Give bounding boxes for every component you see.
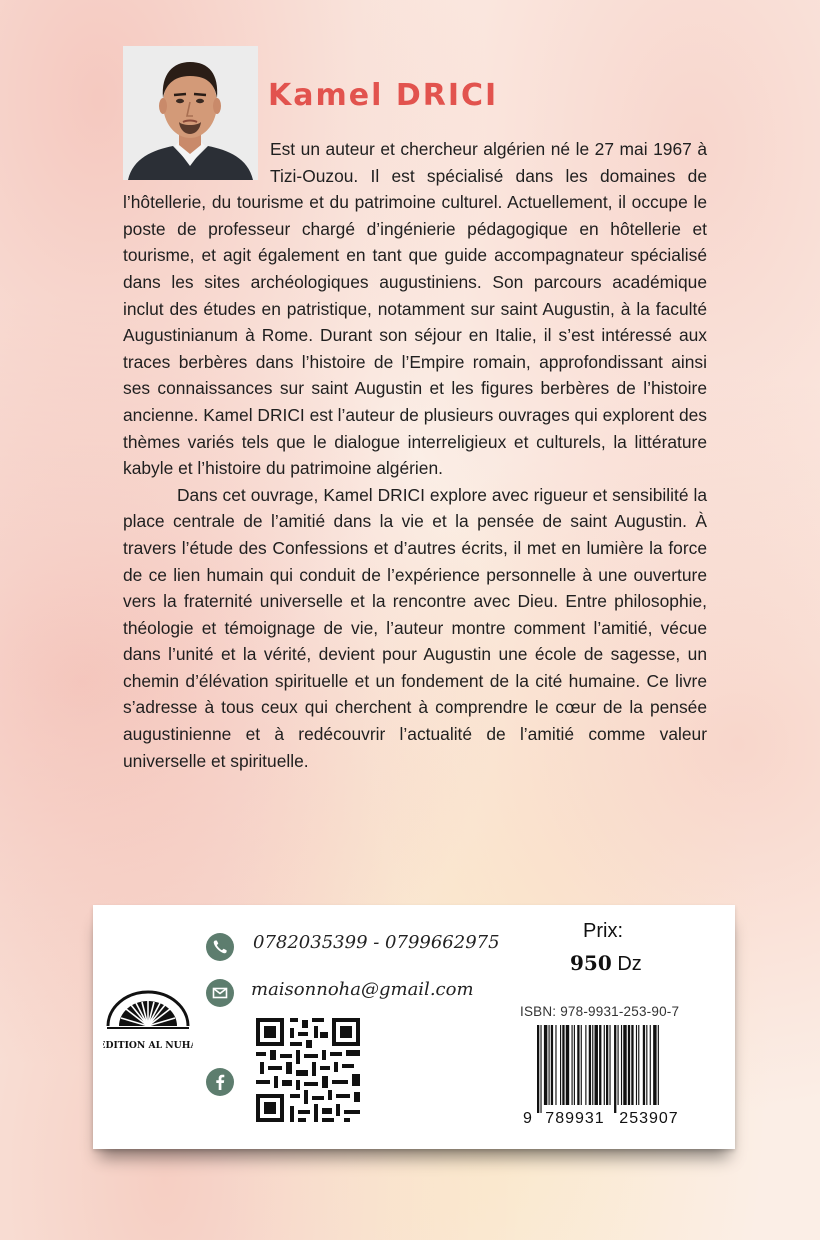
publisher-logo bbox=[103, 990, 193, 1065]
barcode-bar bbox=[628, 1025, 630, 1105]
publisher-logo-text: EDITION AL NUHA bbox=[103, 1040, 193, 1051]
barcode-bar bbox=[585, 1025, 586, 1105]
barcode-bar bbox=[631, 1025, 633, 1105]
barcode-bar bbox=[643, 1025, 645, 1105]
barcode-bar bbox=[566, 1025, 569, 1105]
barcode-bar bbox=[555, 1025, 556, 1105]
barcode-bar bbox=[544, 1025, 547, 1105]
isbn-barcode bbox=[523, 1025, 703, 1130]
barcode-bar bbox=[646, 1025, 647, 1105]
price-currency: Dz bbox=[617, 953, 642, 975]
barcode-bar bbox=[599, 1025, 601, 1105]
barcode-bar bbox=[658, 1025, 659, 1105]
barcode-bar bbox=[577, 1025, 579, 1105]
phone-icon bbox=[206, 933, 234, 961]
price-amount: 950 bbox=[570, 951, 612, 975]
barcode-bar bbox=[638, 1025, 639, 1105]
barcode-bar bbox=[562, 1025, 564, 1105]
barcode-digits-group2: 253907 bbox=[619, 1110, 679, 1125]
email-address: maisonnoha@gmail.com bbox=[251, 979, 474, 1000]
portrait-text-wrap-spacer bbox=[123, 136, 270, 189]
barcode-bar bbox=[609, 1025, 610, 1105]
qr-code-icon bbox=[256, 1018, 360, 1127]
phone-numbers: 0782035399 - 0799662975 bbox=[253, 932, 500, 953]
barcode-bar bbox=[537, 1025, 539, 1113]
barcode-digit-first: 9 bbox=[523, 1110, 532, 1125]
barcode-bar bbox=[560, 1025, 561, 1105]
isbn-label: ISBN: 978-9931-253-90-7 bbox=[520, 1004, 680, 1019]
barcode-bar bbox=[636, 1025, 637, 1105]
barcode-bar bbox=[623, 1025, 626, 1105]
author-name: Kamel DRICI bbox=[268, 78, 499, 113]
barcode-bar bbox=[574, 1025, 575, 1105]
barcode-bar bbox=[572, 1025, 573, 1105]
barcode-bar bbox=[618, 1025, 619, 1105]
bio-paragraph-1: Est un auteur et chercheur algérien né le 27 mai 1967 à Tizi-Ouzou. Il est spécialisé dans les domaines de l’hôtellerie, du tourisme et du patrimoine culturel. Actuellement, il occupe le poste de professeur chargé d’ingénierie pédagogique en hôtellerie et tourisme, et agit également en tant que guide accompagnateur spécialisé dans les sites archéologiques augustiniens. Son parcours académique inclut des études en patristique, notamment sur saint Augustin, à la faculté Augustinianum à Rome. Durant son séjour en Italie, il s’est intéressé aux traces berbères dans l’histoire de l’Empire romain, approfondissant ainsi ses connaissances sur saint Augustin et les figures berbères de l’histoire ancienne. Kamel DRICI est l’auteur de plusieurs ouvrages qui explorent des thèmes variés tels que le dialogue interreligieux et culturels, la littérature kabyle et l’histoire du patrimoine algérien. bbox=[123, 139, 707, 479]
author-biography bbox=[123, 136, 707, 774]
bio-paragraph-2: Dans cet ouvrage, Kamel DRICI explore avec rigueur et sensibilité la place centrale de l’amitié dans la vie et la pensée de saint Augustin. À travers l’étude des Confessions et d’autres écrits, il met en lumière la force de ce lien humain qui conduit de l’expérience personnelle à une ouverture vers la fraternité universelle et la rencontre avec Dieu. Entre philosophie, théologie et témoignage de vie, l’auteur montre comment l’amitié, vécue dans l’unité et la vérité, devient pour Augustin une école de sagesse, un chemin d’élévation spirituelle et un fondement de la cité humaine. Ce livre s’adresse à tous ceux qui cherchent à comprendre le cœur de la pensée augustinienne et à redécouvrir l’actualité de l’amitié comme valeur universelle et spirituelle. bbox=[123, 484, 707, 771]
barcode-bar bbox=[650, 1025, 651, 1105]
barcode-bar bbox=[614, 1025, 616, 1113]
barcode-bar bbox=[621, 1025, 622, 1105]
barcode-digits-group1: 789931 bbox=[545, 1110, 605, 1125]
barcode-bar bbox=[551, 1025, 553, 1105]
barcode-bar bbox=[589, 1025, 591, 1105]
barcode-bar bbox=[606, 1025, 608, 1105]
envelope-icon bbox=[206, 979, 234, 1007]
barcode-bar bbox=[653, 1025, 656, 1105]
barcode-bar bbox=[549, 1025, 550, 1105]
barcode-bar bbox=[604, 1025, 605, 1105]
sunrise-logo-icon bbox=[103, 990, 193, 1060]
barcode-bar bbox=[595, 1025, 598, 1105]
barcode-bar bbox=[581, 1025, 582, 1105]
publisher-info-box bbox=[93, 905, 735, 1149]
facebook-icon bbox=[206, 1068, 234, 1096]
barcode-bar bbox=[540, 1025, 541, 1113]
barcode-bar bbox=[592, 1025, 593, 1105]
barcode-graphic bbox=[523, 1025, 703, 1125]
price-label: Prix: bbox=[583, 920, 623, 942]
price-value bbox=[570, 951, 642, 976]
